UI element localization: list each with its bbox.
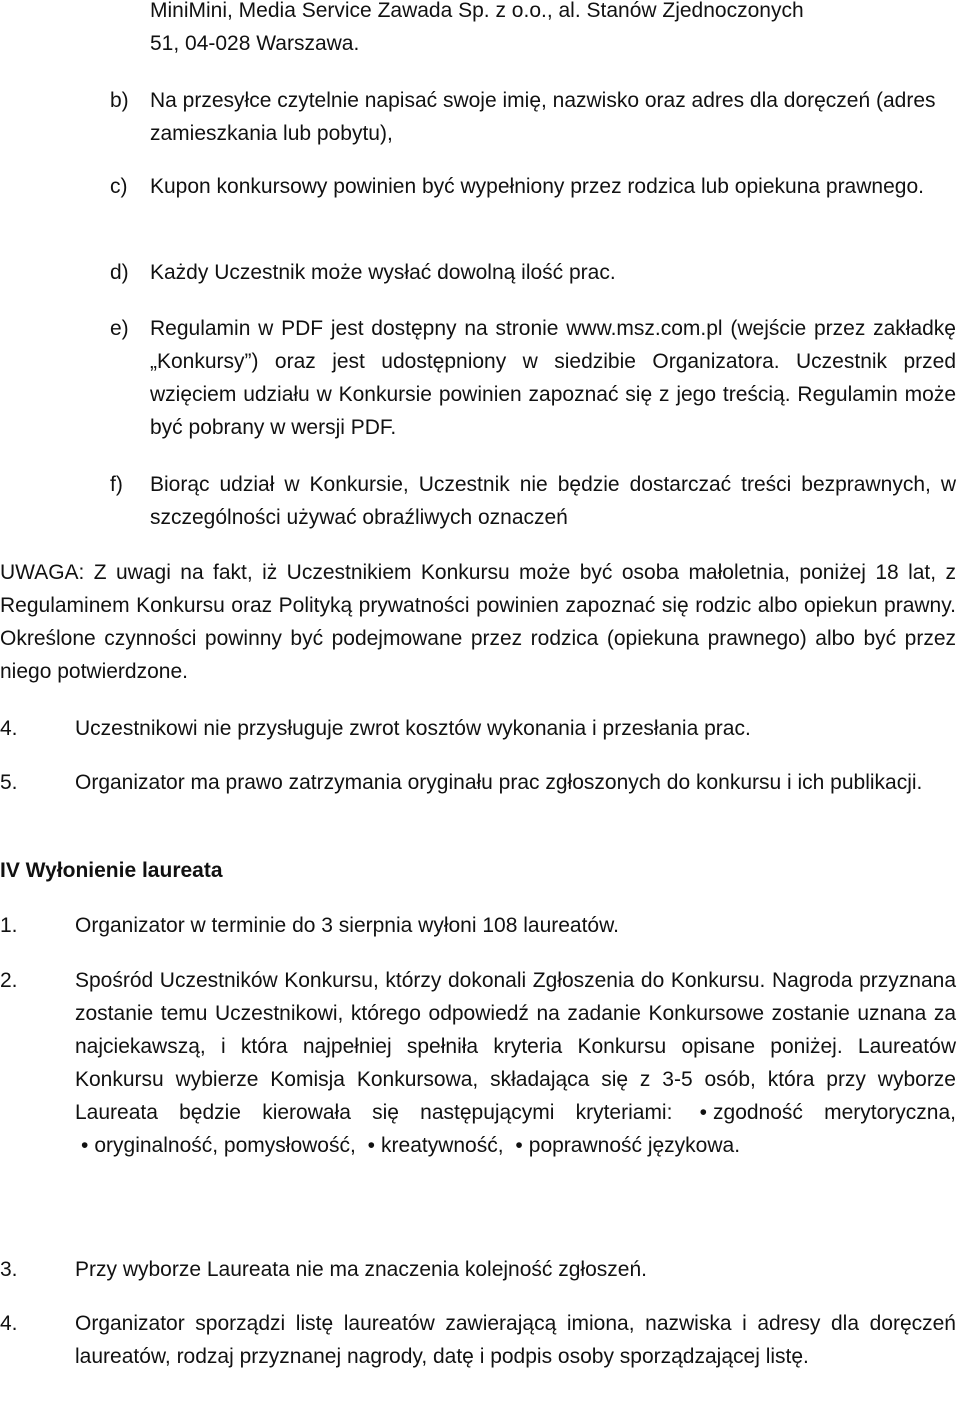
list-item-label: 4. <box>0 717 18 740</box>
list-item-e <box>110 312 956 444</box>
list-item-f <box>110 468 956 534</box>
list-item-label: e) <box>110 317 129 340</box>
criterion: oryginalność, pomysłowość, <box>94 1134 356 1157</box>
list-item-label: 1. <box>0 914 18 937</box>
address-line-2: 51, 04-028 Warszawa. <box>150 32 360 55</box>
list-item-label: 2. <box>0 969 18 992</box>
list-item-text: Przy wyborze Laureata nie ma znaczenia kolejność zgłoszeń. <box>75 1258 647 1281</box>
list-item-5 <box>0 766 956 799</box>
criterion: zgodność merytoryczna, <box>713 1101 956 1124</box>
list-item-text <box>75 964 956 1162</box>
list-item-iv-3 <box>0 1253 956 1286</box>
criterion: kreatywność, <box>381 1134 504 1157</box>
list-item-label: f) <box>110 473 123 496</box>
list-item-iv-1 <box>0 909 956 942</box>
bullet-icon <box>362 1134 381 1157</box>
section-heading: IV Wyłonienie laureata <box>0 859 223 882</box>
list-item-label: 4. <box>0 1312 18 1335</box>
list-item-text: Uczestnikowi nie przysługuje zwrot kosztów wykonania i przesłania prac. <box>75 717 751 740</box>
list-item-label: b) <box>110 89 129 112</box>
item-2-body: Spośród Uczestników Konkursu, którzy dokonali Zgłoszenia do Konkursu. Nagroda przyznana zostanie temu Uczestnikowi, którego odpowiedź na zadanie Konkursowe zostanie uznana za najciekawszą, i która najpełniej spełniła kryteria Konkursu opisane poniżej. Laureatów Konkursu wybierze Komisja Konkursowa, składająca się z 3-5 osób, która przy wyborze Laureata będzie kierowała się następującymi kryteriami: <box>75 969 956 1124</box>
list-item-text: Organizator w terminie do 3 sierpnia wyłoni 108 laureatów. <box>75 914 619 937</box>
address-line-1: MiniMini, Media Service Zawada Sp. z o.o., al. Stanów Zjednoczonych <box>150 0 804 22</box>
list-item-text: Regulamin w PDF jest dostępny na stronie www.msz.com.pl (wejście przez zakładkę „Konkursy”) oraz jest udostępniony w siedzibie Organizatora. Uczestnik przed wzięciem udziału w Konkursie powinien zapoznać się z jego treścią. Regulamin może być pobrany w wersji PDF. <box>150 317 956 439</box>
uwaga-paragraph: UWAGA: Z uwagi na fakt, iż Uczestnikiem Konkursu może być osoba małoletnia, poniżej 18 lat, z Regulaminem Konkursu oraz Polityką prywatności powinien zapoznać się rodzic albo opiekun prawny. Określone czynności powinny być podejmowane przez rodzica (opiekuna prawnego) albo być przez niego potwierdzone. <box>0 561 956 683</box>
list-item-text: Każdy Uczestnik może wysłać dowolną ilość prac. <box>150 261 616 284</box>
list-item-iv-4 <box>0 1307 956 1373</box>
list-item-text: Kupon konkursowy powinien być wypełniony przez rodzica lub opiekuna prawnego. <box>150 175 924 198</box>
list-item-4 <box>0 712 956 745</box>
list-item-text: Organizator sporządzi listę laureatów zawierającą imiona, nazwiska i adresy dla doręczeń laureatów, rodzaj przyznanej nagrody, datę i podpis osoby sporządzającej listę. <box>75 1312 956 1368</box>
list-item-iv-2 <box>0 964 956 1162</box>
list-item-text: Organizator ma prawo zatrzymania oryginału prac zgłoszonych do konkursu i ich publikacji. <box>75 771 923 794</box>
criterion: poprawność językowa. <box>528 1134 741 1157</box>
list-item-label: 3. <box>0 1258 18 1281</box>
bullet-icon <box>75 1134 94 1157</box>
list-item-text: Biorąc udział w Konkursie, Uczestnik nie będzie dostarczać treści bezprawnych, w szczególności używać obraźliwych oznaczeń <box>150 473 956 529</box>
list-item-d <box>110 256 956 289</box>
bullet-icon <box>509 1134 528 1157</box>
list-item-label: 5. <box>0 771 18 794</box>
list-item-text: Na przesyłce czytelnie napisać swoje imię, nazwisko oraz adres dla doręczeń (adres zamieszkania lub pobytu), <box>150 89 936 145</box>
bullet-icon <box>694 1101 713 1124</box>
list-item-c <box>110 170 956 203</box>
list-item-label: d) <box>110 261 129 284</box>
list-item-label: c) <box>110 175 128 198</box>
list-item-b <box>110 84 956 150</box>
